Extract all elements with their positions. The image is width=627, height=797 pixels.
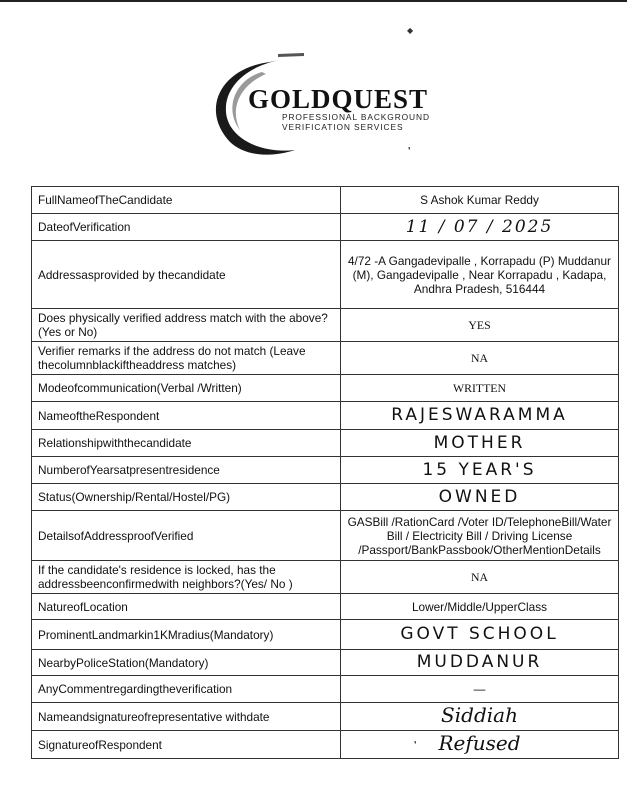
table-row	[32, 430, 619, 457]
representative-signature: Siddiah	[441, 703, 518, 727]
field-label: NumberofYearsatpresentresidence	[32, 457, 341, 484]
relationship-value: MOTHER	[433, 432, 526, 453]
field-label: NameoftheRespondent	[32, 402, 341, 430]
field-label: FullNameofTheCandidate	[32, 187, 341, 214]
table-row	[32, 375, 619, 402]
table-row	[32, 214, 619, 241]
address-match-value: YES	[341, 309, 619, 342]
table-row	[32, 650, 619, 676]
table-row	[32, 561, 619, 594]
table-row	[32, 309, 619, 342]
police-cell	[341, 650, 619, 676]
date-handwritten-value	[341, 214, 619, 241]
respondent-name-value: RAJESWARAMMA	[391, 405, 568, 425]
top-border-line	[0, 0, 627, 2]
respondent-signature-cell	[341, 731, 619, 759]
goldquest-logo	[200, 50, 460, 160]
field-label: AnyCommentregardingtheverification	[32, 676, 341, 703]
landmark-cell	[341, 620, 619, 650]
full-name-value: S Ashok Kumar Reddy	[341, 187, 619, 214]
landmark-value: GOVT SCHOOL	[400, 624, 559, 644]
locked-value: NA	[341, 561, 619, 594]
field-label: NatureofLocation	[32, 594, 341, 620]
logo-tagline-1: PROFESSIONAL BACKGROUND	[282, 112, 430, 122]
table-row	[32, 457, 619, 484]
respondent-signature: Refused	[438, 731, 521, 755]
table-row	[32, 402, 619, 430]
years-cell	[341, 457, 619, 484]
field-label: DetailsofAddressproofVerified	[32, 511, 341, 561]
scan-speck: ❜	[414, 740, 417, 749]
comment-value: —	[341, 676, 619, 703]
field-label: ProminentLandmarkin1KMradius(Mandatory)	[32, 620, 341, 650]
table-row	[32, 620, 619, 650]
field-label: Does physically verified address match with the above?(Yes or No)	[32, 309, 341, 342]
nature-value: Lower/Middle/UpperClass	[341, 594, 619, 620]
table-row	[32, 187, 619, 214]
field-label: SignatureofRespondent	[32, 731, 341, 759]
table-row	[32, 594, 619, 620]
verifier-remarks-value: NA	[341, 342, 619, 375]
scan-speck: ◆	[407, 26, 414, 35]
field-label: If the candidate's residence is locked, has the addressbeenconfirmedwith neighbors?(Yes/ No )	[32, 561, 341, 594]
field-label: Nameandsignatureofrepresentative withdate	[32, 703, 341, 731]
field-label: Addressasprovided by thecandidate	[32, 241, 341, 309]
table-row	[32, 484, 619, 511]
verification-form-table	[31, 186, 619, 759]
field-label: DateofVerification	[32, 214, 341, 241]
date-value: 11 / 07 / 2025	[405, 216, 554, 237]
address-value: 4/72 -A Gangadevipalle , Korrapadu (P) Muddanur (M), Gangadevipalle , Near Korrapadu , Kadapa, Andhra Pradesh, 516444	[341, 241, 619, 309]
police-value: MUDDANUR	[416, 652, 543, 672]
relationship-cell	[341, 430, 619, 457]
mode-value: WRITTEN	[341, 375, 619, 402]
field-label: Status(Ownership/Rental/Hostel/PG)	[32, 484, 341, 511]
proof-value: GASBill /RationCard /Voter ID/TelephoneBill/Water Bill / Electricity Bill / Driving License /Passport/BankPassbook/OtherMentionDetails	[341, 511, 619, 561]
scan-speck: ❜	[408, 146, 411, 155]
table-row	[32, 676, 619, 703]
respondent-name-cell	[341, 402, 619, 430]
years-value: 15 YEAR'S	[422, 459, 537, 480]
logo-wordmark: GOLDQUEST	[248, 84, 429, 114]
field-label: NearbyPoliceStation(Mandatory)	[32, 650, 341, 676]
status-cell	[341, 484, 619, 511]
table-row	[32, 731, 619, 759]
field-label: Verifier remarks if the address do not match (Leave thecolumnblackiftheaddress matches)	[32, 342, 341, 375]
field-label: Relationshipwiththecandidate	[32, 430, 341, 457]
representative-cell	[341, 703, 619, 731]
table-row	[32, 241, 619, 309]
table-row	[32, 511, 619, 561]
field-label: Modeofcommunication(Verbal /Written)	[32, 375, 341, 402]
table-row	[32, 703, 619, 731]
logo-tagline-2: VERIFICATION SERVICES	[282, 122, 404, 132]
table-row	[32, 342, 619, 375]
status-value: OWNED	[438, 486, 521, 507]
